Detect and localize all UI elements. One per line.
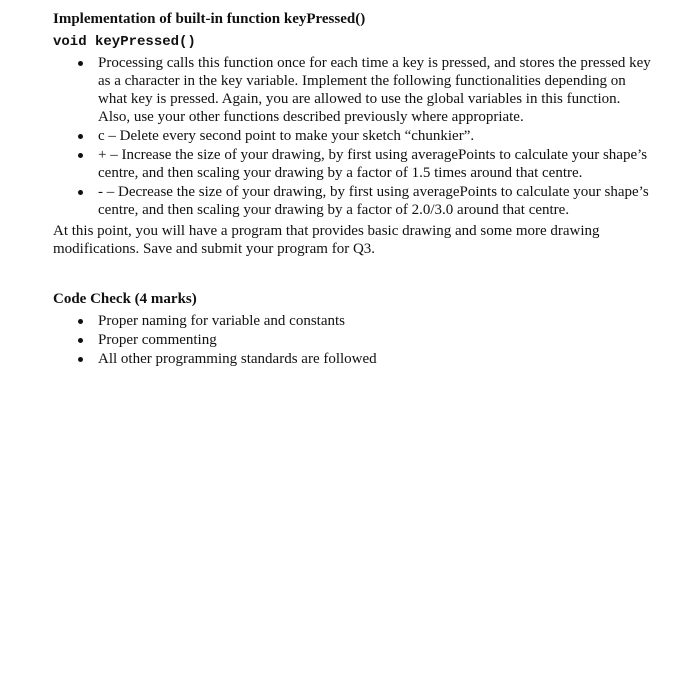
list-item-text: + – Increase the size of your drawing, by first using averagePoints to calculate your shape’s centre, and then scaling your drawing by a factor of 1.5 times around that centre.: [98, 147, 648, 181]
bullet-icon: [78, 319, 83, 324]
list-item: [53, 146, 653, 182]
list-item-text: All other programming standards are followed: [98, 351, 377, 367]
list-item: [53, 331, 653, 349]
code-check-title: Code Check (4 marks): [53, 291, 197, 307]
summary-paragraph: At this point, you will have a program that provides basic drawing and some more drawing modifications. Save and submit your program for Q3.: [53, 223, 600, 257]
bullet-icon: [78, 338, 83, 343]
list-item-text: c – Delete every second point to make your sketch “chunkier”.: [98, 128, 475, 144]
list-item-text: - – Decrease the size of your drawing, by first using averagePoints to calculate your shape’s centre, and then scaling your drawing by a factor of 2.0/3.0 around that centre.: [98, 184, 649, 218]
list-item: [53, 183, 653, 219]
code-check-list: [53, 312, 653, 368]
list-item: [53, 350, 653, 368]
list-item: [53, 54, 653, 126]
key-functionality-list: [53, 54, 653, 219]
list-item-text: Proper naming for variable and constants: [98, 313, 346, 329]
bullet-icon: [78, 357, 83, 362]
function-signature: void keyPressed(): [53, 34, 196, 50]
bullet-icon: [78, 190, 83, 195]
list-item-text: Processing calls this function once for each time a key is pressed, and stores the pressed key as a character in the key variable. Implement the following functionalities depending on what key is pressed. Again, you are allowed to use the global variables in this function. Also, use your other functions described previously where appropriate.: [98, 55, 651, 125]
document-page: [53, 10, 653, 369]
list-item: [53, 312, 653, 330]
bullet-icon: [78, 61, 83, 66]
list-item: [53, 127, 653, 145]
bullet-icon: [78, 153, 83, 158]
list-item-text: Proper commenting: [98, 332, 217, 348]
bullet-icon: [78, 134, 83, 139]
section-heading: Implementation of built-in function keyPressed(): [53, 11, 366, 27]
